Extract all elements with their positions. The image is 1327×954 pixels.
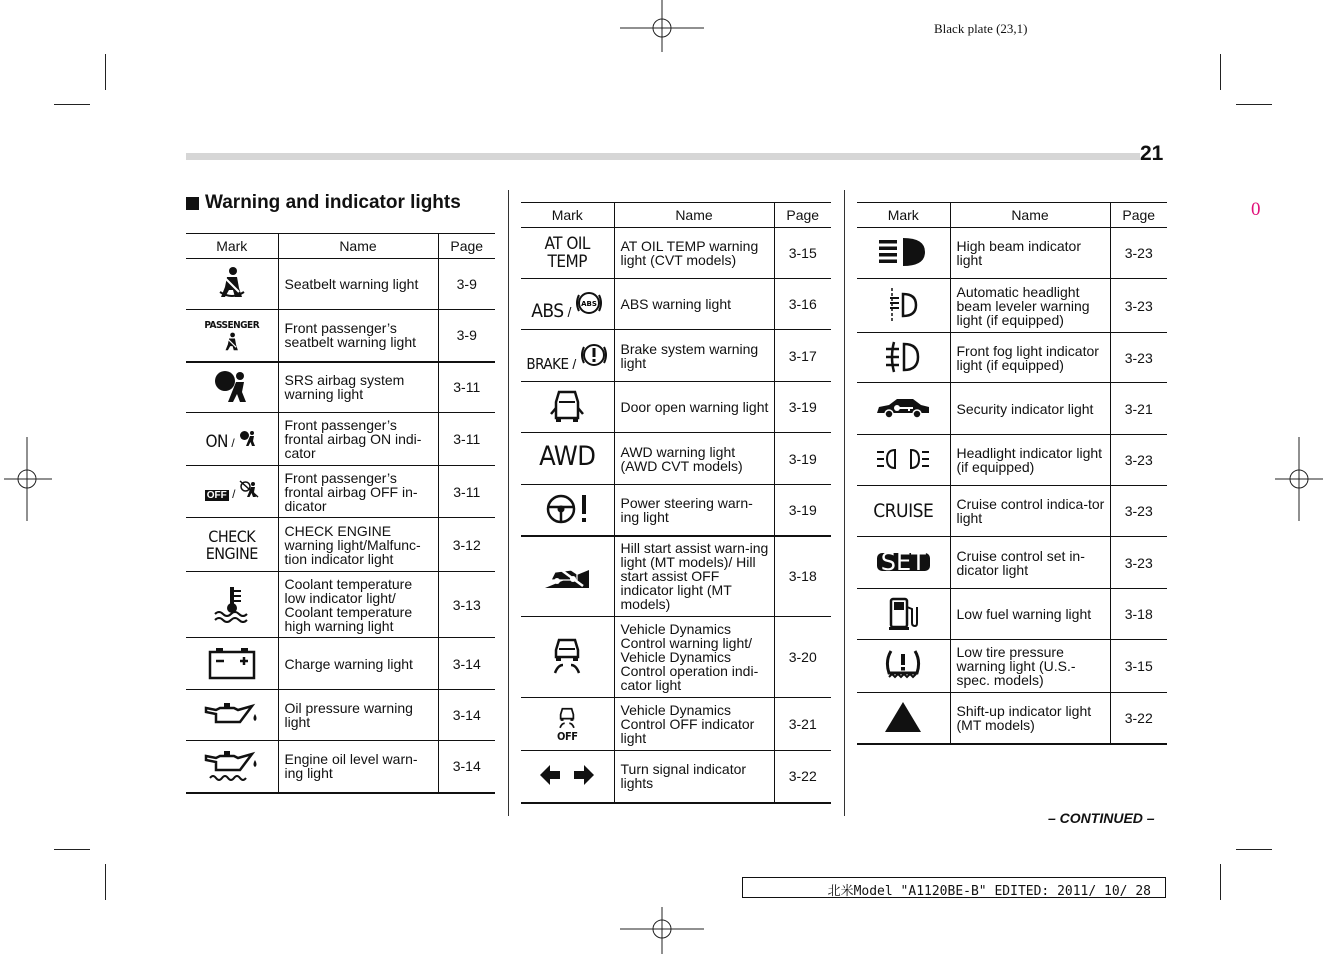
page-ref: 3-19 xyxy=(774,433,831,485)
light-name: Cruise control set in-dicator light xyxy=(950,537,1110,589)
mark-cell xyxy=(857,537,950,589)
light-name: Vehicle Dynamics Control warning light/ Vehicle Dynamics Control operation indi-cator light xyxy=(614,617,774,698)
light-name: Front passenger’s frontal airbag ON indi-cator xyxy=(278,413,438,466)
page-ref: 3-15 xyxy=(1110,640,1167,693)
table-row xyxy=(857,589,1167,640)
mark-cell: BRAKE / xyxy=(521,330,614,382)
section-title-text: Warning and indicator lights xyxy=(205,192,461,213)
light-name: Engine oil level warn-ing light xyxy=(278,741,438,793)
page-ref: 3-18 xyxy=(1110,589,1167,640)
header-mark: Mark xyxy=(857,203,950,228)
light-name: Seatbelt warning light xyxy=(278,259,438,310)
table-row xyxy=(186,741,495,793)
mark-cell xyxy=(521,617,614,698)
headlight-leveler-icon xyxy=(886,286,920,324)
light-name: AT OIL TEMP warning light (CVT models) xyxy=(614,228,774,279)
header-page: Page xyxy=(1110,203,1167,228)
mark-cell: ON / xyxy=(186,413,278,466)
cruise-icon: CRUISE xyxy=(873,499,934,522)
door-open-icon xyxy=(550,388,584,424)
mark-cell xyxy=(186,741,278,793)
page-ref: 3-14 xyxy=(438,741,495,793)
mark-cell xyxy=(521,382,614,433)
light-name: Coolant temperature low indicator light/ Coolant temperature high warning light xyxy=(278,572,438,638)
light-name: Vehicle Dynamics Control OFF indicator light xyxy=(614,698,774,751)
page-ref: 3-23 xyxy=(1110,537,1167,589)
header-name: Name xyxy=(614,203,774,228)
light-name: Door open warning light xyxy=(614,382,774,433)
abs-icon xyxy=(575,289,603,317)
table-row xyxy=(186,259,495,310)
mark-cell xyxy=(857,279,950,333)
mark-cell xyxy=(857,435,950,486)
table-row xyxy=(521,330,831,382)
registration-mark xyxy=(0,437,52,521)
table-row xyxy=(857,693,1167,744)
crop-mark xyxy=(1220,864,1221,900)
table-row xyxy=(186,572,495,638)
table-row xyxy=(186,518,495,572)
low-fuel-icon xyxy=(887,595,919,631)
power-steering-icon xyxy=(542,492,592,526)
passenger-seatbelt-icon-text: PASSENGER xyxy=(204,320,260,332)
oil-level-icon xyxy=(204,748,260,782)
registration-mark xyxy=(1275,437,1327,521)
page-ref: 3-16 xyxy=(774,279,831,330)
check-engine-icon: CHECK ENGINE xyxy=(205,526,258,563)
light-name: Automatic headlight beam leveler warning light (if equipped) xyxy=(950,279,1110,333)
table-row xyxy=(186,638,495,690)
table-row xyxy=(186,466,495,518)
page-ref: 3-23 xyxy=(1110,435,1167,486)
lights-table-2 xyxy=(521,202,831,804)
crop-mark xyxy=(105,864,106,900)
page-ref: 3-22 xyxy=(774,751,831,803)
table-row xyxy=(857,333,1167,383)
awd-icon: AWD xyxy=(539,441,596,472)
page-ref: 3-12 xyxy=(438,518,495,572)
table-header-row xyxy=(521,203,831,228)
section-bullet-icon xyxy=(186,197,199,210)
table-row xyxy=(521,698,831,751)
header-mark: Mark xyxy=(186,234,278,259)
page-ref: 3-17 xyxy=(774,330,831,382)
mark-cell xyxy=(186,638,278,690)
page-ref: 3-20 xyxy=(774,617,831,698)
light-name: High beam indicator light xyxy=(950,228,1110,279)
table-row xyxy=(186,362,495,413)
light-name: Turn signal indicator lights xyxy=(614,751,774,803)
crop-mark xyxy=(105,54,106,90)
mark-cell xyxy=(186,259,278,310)
crop-mark xyxy=(54,104,90,105)
mark-cell xyxy=(521,485,614,536)
continued-label: – CONTINUED – xyxy=(1048,810,1155,826)
mark-cell xyxy=(857,693,950,744)
headlight-indicator-icon xyxy=(875,447,931,471)
margin-mark: 0 xyxy=(1251,199,1261,220)
mark-cell: ABS / ABS xyxy=(521,279,614,330)
header-page: Page xyxy=(774,203,831,228)
crop-mark xyxy=(54,849,90,850)
tire-pressure-icon xyxy=(883,647,923,683)
light-name: Hill start assist warn-ing light (MT models)/ Hill start assist OFF indicator light (MT models) xyxy=(614,536,774,617)
mark-cell xyxy=(521,536,614,617)
fog-light-icon xyxy=(884,340,922,374)
mark-cell xyxy=(857,640,950,693)
vehicle-dynamics-off-text: OFF xyxy=(557,729,578,743)
light-name: Headlight indicator light (if equipped) xyxy=(950,435,1110,486)
light-name: Charge warning light xyxy=(278,638,438,690)
mark-cell xyxy=(857,589,950,640)
mark-cell xyxy=(186,572,278,638)
light-name: Oil pressure warning light xyxy=(278,690,438,741)
light-name: Brake system warning light xyxy=(614,330,774,382)
page-ref: 3-21 xyxy=(774,698,831,751)
mark-cell xyxy=(857,383,950,435)
coolant-temperature-icon xyxy=(213,585,251,623)
header-name: Name xyxy=(950,203,1110,228)
plate-label: Black plate (23,1) xyxy=(934,21,1028,36)
page-ref: 3-19 xyxy=(774,485,831,536)
brake-icon xyxy=(580,341,608,369)
mark-cell xyxy=(521,698,614,751)
light-name: ABS warning light xyxy=(614,279,774,330)
lights-table-3 xyxy=(857,202,1167,745)
mark-cell: OFF / xyxy=(186,466,278,518)
seatbelt-icon xyxy=(215,266,249,300)
light-name: Low tire pressure warning light (U.S.-spec. models) xyxy=(950,640,1110,693)
light-name: Security indicator light xyxy=(950,383,1110,435)
page-ref: 3-11 xyxy=(438,466,495,518)
mark-cell xyxy=(186,310,278,362)
high-beam-icon xyxy=(877,235,929,269)
page-ref: 3-18 xyxy=(774,536,831,617)
airbag-on-icon xyxy=(238,429,258,447)
edited-label: 北米Model "A1120BE-B" EDITED: 2011/ 10/ 28 xyxy=(742,877,1166,898)
vehicle-dynamics-off-icon xyxy=(557,707,577,729)
turn-signal-icon xyxy=(538,763,596,787)
table-row xyxy=(186,690,495,741)
passenger-seatbelt-icon xyxy=(222,332,242,352)
crop-mark xyxy=(1236,849,1272,850)
lights-table-1 xyxy=(186,233,495,794)
header-page: Page xyxy=(438,234,495,259)
page-ref: 3-14 xyxy=(438,690,495,741)
light-name: Power steering warn-ing light xyxy=(614,485,774,536)
oil-pressure-icon xyxy=(204,700,260,728)
mark-cell xyxy=(521,228,614,279)
page-ref: 3-9 xyxy=(438,259,495,310)
light-name: SRS airbag system warning light xyxy=(278,362,438,413)
page-ref: 3-14 xyxy=(438,638,495,690)
table-row xyxy=(857,537,1167,589)
table-header-row xyxy=(857,203,1167,228)
light-name: Front passenger’s seatbelt warning light xyxy=(278,310,438,362)
light-name: CHECK ENGINE warning light/Malfunc-tion indicator light xyxy=(278,518,438,572)
page-ref: 3-23 xyxy=(1110,279,1167,333)
light-name: Front passenger’s frontal airbag OFF in-dicator xyxy=(278,466,438,518)
page-number: 21 xyxy=(1140,142,1164,165)
airbag-off-icon-text: OFF xyxy=(206,490,227,501)
vehicle-dynamics-icon xyxy=(550,637,584,675)
page-ref: 3-11 xyxy=(438,362,495,413)
mark-cell xyxy=(186,690,278,741)
page-ref: 3-15 xyxy=(774,228,831,279)
mark-cell xyxy=(857,333,950,383)
section-title xyxy=(186,192,461,214)
page-ref: 3-21 xyxy=(1110,383,1167,435)
crop-mark xyxy=(1220,54,1221,90)
abs-icon-text: ABS xyxy=(531,300,564,322)
page-ref: 3-23 xyxy=(1110,333,1167,383)
mark-cell xyxy=(857,486,950,537)
shift-up-icon xyxy=(883,700,923,734)
header-mark: Mark xyxy=(521,203,614,228)
header-name: Name xyxy=(278,234,438,259)
table-row xyxy=(186,310,495,362)
svg-text:ABS: ABS xyxy=(581,300,598,308)
airbag-off-icon xyxy=(239,480,259,498)
table-row xyxy=(857,640,1167,693)
airbag-on-icon-text: ON xyxy=(205,431,228,452)
light-name: Front fog light indicator light (if equipped) xyxy=(950,333,1110,383)
registration-mark xyxy=(620,0,704,54)
battery-icon xyxy=(208,646,256,680)
light-name: Cruise control indica-tor light xyxy=(950,486,1110,537)
light-name: AWD warning light (AWD CVT models) xyxy=(614,433,774,485)
table-row xyxy=(521,228,831,279)
security-icon xyxy=(875,395,931,421)
table-row xyxy=(857,383,1167,435)
table-row xyxy=(521,279,831,330)
table-row xyxy=(521,485,831,536)
mark-cell xyxy=(186,362,278,413)
table-row xyxy=(186,413,495,466)
table-header-row xyxy=(186,234,495,259)
column-divider xyxy=(508,190,509,816)
brake-icon-text: BRAKE xyxy=(526,354,569,373)
airbag-icon xyxy=(212,368,252,404)
page-ref: 3-23 xyxy=(1110,486,1167,537)
hill-start-assist-icon xyxy=(543,560,591,590)
table-row xyxy=(521,751,831,803)
mark-cell xyxy=(521,751,614,803)
page-ref: 3-19 xyxy=(774,382,831,433)
page-ref: 3-23 xyxy=(1110,228,1167,279)
table-row xyxy=(857,279,1167,333)
table-row xyxy=(521,536,831,617)
table-row xyxy=(857,486,1167,537)
page-ref: 3-22 xyxy=(1110,693,1167,744)
column-divider xyxy=(844,190,845,816)
at-oil-temp-icon: AT OIL TEMP xyxy=(544,234,590,272)
table-row xyxy=(857,435,1167,486)
table-row xyxy=(521,617,831,698)
mark-cell xyxy=(186,518,278,572)
cruise-set-icon: SET xyxy=(877,553,930,571)
light-name: Shift-up indicator light (MT models) xyxy=(950,693,1110,744)
page-ref: 3-13 xyxy=(438,572,495,638)
table-row xyxy=(521,382,831,433)
table-row xyxy=(857,228,1167,279)
mark-cell xyxy=(521,433,614,485)
crop-mark xyxy=(1236,104,1272,105)
light-name: Low fuel warning light xyxy=(950,589,1110,640)
mark-cell xyxy=(857,228,950,279)
page-ref: 3-11 xyxy=(438,413,495,466)
page-header-bar xyxy=(186,153,1140,160)
registration-mark xyxy=(620,905,704,954)
page-ref: 3-9 xyxy=(438,310,495,362)
table-row xyxy=(521,433,831,485)
